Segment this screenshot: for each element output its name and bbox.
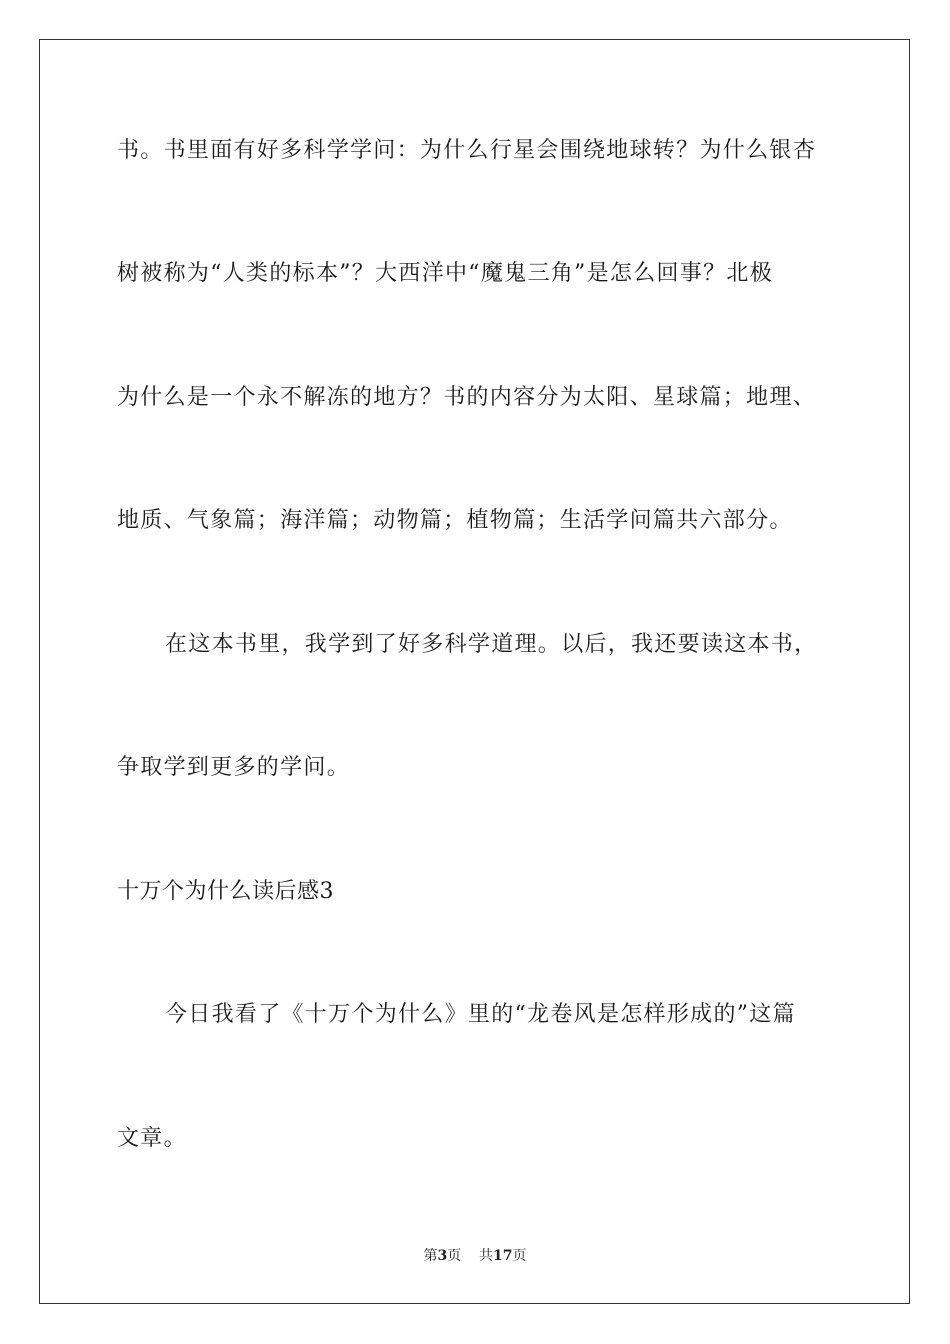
paragraph-line-1: 书。书里面有好多科学学问：为什么行星会围绕地球转？为什么银杏 xyxy=(117,138,817,163)
paragraph-line-4: 地质、气象篇；海洋篇；动物篇；植物篇；生活学问篇共六部分。 xyxy=(117,508,793,533)
paragraph-line-8: 文章。 xyxy=(117,1126,187,1151)
footer-total-prefix: 共 xyxy=(479,1248,494,1264)
paragraph-line-2: 树被称为“人类的标本”？大西洋中“魔鬼三角”是怎么回事？北极 xyxy=(117,261,773,286)
section-heading: 十万个为什么读后感3 xyxy=(117,879,334,904)
paragraph-line-6: 争取学到更多的学问。 xyxy=(117,755,351,780)
page-footer xyxy=(0,1247,950,1265)
footer-page-suffix: 页 xyxy=(447,1248,462,1264)
paragraph-line-3: 为什么是一个永不解冻的地方？书的内容分为太阳、星球篇；地理、 xyxy=(117,385,817,410)
paragraph-line-5: 在这本书里，我学到了好多科学道理。以后，我还要读这本书， xyxy=(165,632,818,657)
page-border xyxy=(39,39,910,1304)
footer-total-number: 17 xyxy=(493,1248,513,1264)
footer-page-number: 3 xyxy=(437,1248,448,1264)
paragraph-line-7: 今日我看了《十万个为什么》里的“龙卷风是怎样形成的”这篇 xyxy=(165,1002,796,1027)
footer-total-suffix: 页 xyxy=(512,1248,527,1264)
footer-page-prefix: 第 xyxy=(423,1248,438,1264)
